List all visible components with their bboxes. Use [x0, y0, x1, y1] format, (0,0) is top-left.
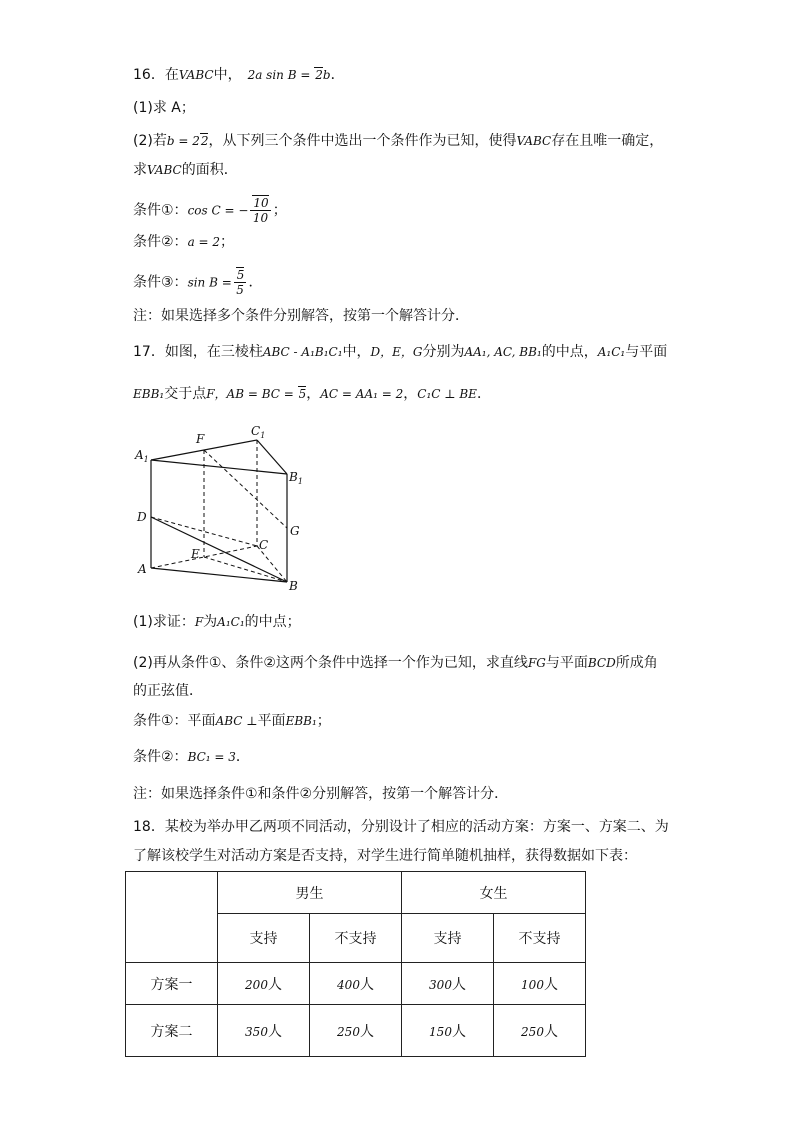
condition-label: 条件②：: [133, 749, 188, 765]
q18-text: 18．某校为举办甲乙两项不同活动，分别设计了相应的活动方案：方案一、方案二、为: [133, 819, 669, 835]
label-f: F: [196, 432, 205, 446]
header-female-support: 支持: [402, 914, 494, 963]
sqrt-5: 5: [298, 387, 307, 401]
q16-part-1: [133, 98, 195, 118]
line-fg: FG: [527, 656, 546, 670]
q16-text: 存在且唯一确定，: [551, 133, 664, 149]
q18-line-1: [133, 817, 669, 837]
table-cell: 200人: [218, 963, 310, 1005]
sqrt-2: 2: [200, 134, 209, 148]
point-f: F: [194, 615, 204, 629]
table-row: [126, 1005, 586, 1057]
q17-text: (1)求证：: [133, 614, 195, 630]
header-male: 男生: [218, 872, 402, 914]
q17-text: 与平面: [545, 655, 588, 671]
q17-text: 交于点: [164, 386, 207, 402]
label-e: E: [191, 547, 200, 561]
condition-label: 条件②：: [133, 234, 188, 250]
q17-text: 的中点；: [244, 614, 301, 630]
q16-text: (2)若: [133, 133, 167, 149]
bc1-value: BC₁ = 3: [187, 750, 236, 764]
q16-text: ．: [330, 67, 345, 83]
table-cell: 100人: [494, 963, 586, 1005]
condition-label: 条件①：: [133, 202, 188, 219]
q16-condition-3: [133, 268, 262, 297]
q17-text: ，: [306, 386, 321, 402]
q17-text: ．: [476, 386, 491, 402]
q17-text: 17．如图，在三棱柱: [133, 344, 263, 360]
segment-a1c1: A₁C₁: [217, 615, 245, 629]
note-text: 注：如果选择多个条件分别解答，按第一个解答计分．: [133, 308, 469, 324]
q18-text: 了解该校学生对活动方案是否支持，对学生进行简单随机抽样，获得数据如下表：: [133, 848, 637, 864]
table-cell: 300人: [402, 963, 494, 1005]
cos-c: cos C = −: [187, 203, 249, 218]
header-female: 女生: [402, 872, 586, 914]
q17-text: 的中点，: [541, 344, 598, 360]
label-c1: $C_1$: [251, 424, 266, 440]
q16-part-1-text: (1)求 A；: [133, 100, 195, 116]
q16-part-2-cont: [133, 160, 238, 180]
q17-part-2: [133, 653, 658, 673]
row-label: 方案二: [126, 1005, 218, 1057]
a-value: a = 2: [187, 235, 221, 249]
q17-text: ．: [235, 749, 250, 765]
q17-condition-1: [133, 711, 331, 731]
q17-text: 为: [203, 614, 218, 630]
row-label: 方案一: [126, 963, 218, 1005]
plane-ebb1: EBB₁: [133, 387, 165, 401]
q16-condition-1: [133, 196, 287, 225]
q16-text: 的面积．: [181, 162, 238, 178]
header-male-not-support: 不支持: [310, 914, 402, 963]
q17-text: 分别为: [422, 344, 465, 360]
sin-b: sin B =: [187, 275, 232, 290]
table-row: [126, 963, 586, 1005]
q16-text: ．: [248, 274, 263, 291]
table-cell: 250人: [494, 1005, 586, 1057]
label-b1: $B_1$: [289, 470, 303, 486]
ab-bc: AB = BC =: [226, 387, 298, 401]
note-text: 注：如果选择条件①和条件②分别解答，按第一个解答计分．: [133, 786, 509, 802]
prism-figure: [133, 422, 313, 597]
header-female-not-support: 不支持: [494, 914, 586, 963]
numerator: 10: [253, 196, 269, 210]
var-b: b: [322, 68, 331, 82]
q17-part-1: [133, 612, 301, 632]
q17-text: ，: [403, 386, 418, 402]
condition-label: 条件③：: [133, 274, 188, 291]
q17-condition-2: [133, 747, 250, 767]
triangle-abc: VABC: [516, 134, 552, 148]
q16-note: [133, 306, 469, 326]
q16-text: 16．在: [133, 67, 179, 83]
table-cell: 400人: [310, 963, 402, 1005]
q17-text: 的正弦值．: [133, 683, 203, 699]
sqrt-2: 2: [315, 68, 323, 82]
survey-table: [125, 871, 586, 1057]
label-a: A: [138, 562, 147, 576]
plane-ebb1: EBB₁: [285, 714, 317, 728]
q17-text: ；: [316, 713, 331, 729]
triangle-abc: VABC: [147, 163, 182, 177]
label-a1: $A_1$: [135, 448, 149, 464]
q16-part-2: [133, 131, 663, 151]
numerator: 5: [236, 268, 245, 282]
points-deg: D，E，G: [370, 345, 423, 359]
plane-bcd: BCD: [587, 656, 616, 670]
fraction: [234, 268, 247, 297]
q17-part-2-cont: [133, 681, 203, 701]
q16-equation: 2a sin B =: [247, 68, 315, 82]
label-b: B: [289, 579, 298, 593]
q16-text: 求: [133, 162, 147, 178]
point-f: F，: [206, 387, 227, 401]
q16-text: ，从下列三个条件中选出一个条件作为已知，使得: [208, 133, 517, 149]
q16-condition-2: [133, 232, 234, 252]
label-g: G: [290, 524, 300, 538]
q17-note: [133, 784, 508, 804]
ac-aa1: AC = AA₁ = 2: [320, 387, 404, 401]
perpendicular-relation: C₁C ⊥ BE: [417, 387, 477, 401]
q17-line-2: [133, 384, 491, 404]
corner-cell: [126, 872, 218, 963]
table-header-row: [126, 872, 586, 914]
header-male-support: 支持: [218, 914, 310, 963]
fraction: [250, 196, 270, 225]
segments: AA₁, AC, BB₁: [464, 345, 542, 359]
plane-abc: ABC ⊥: [215, 714, 258, 728]
q17-text: 平面: [257, 713, 286, 729]
b-value: b = 2: [166, 134, 200, 148]
prism-name: ABC - A₁B₁C₁: [262, 345, 343, 359]
table-cell: 150人: [402, 1005, 494, 1057]
table-cell: 350人: [218, 1005, 310, 1057]
q17-text: 中，: [342, 344, 371, 360]
condition-label: 条件①：平面: [133, 713, 216, 729]
q16-line-1: [133, 65, 345, 85]
q16-text: 中，: [213, 67, 242, 83]
q18-line-2: [133, 846, 637, 866]
q17-line-1: [133, 342, 667, 362]
triangle-abc: VABC: [178, 68, 214, 82]
denominator: 10: [252, 211, 269, 225]
q16-text: ；: [272, 202, 287, 219]
denominator: 5: [236, 283, 244, 297]
table-cell: 250人: [310, 1005, 402, 1057]
q17-text: 与平面: [625, 344, 668, 360]
segment-a1c1: A₁C₁: [597, 345, 626, 359]
label-c: C: [259, 538, 269, 552]
q16-text: ；: [220, 234, 235, 250]
q17-text: 所成角: [615, 655, 658, 671]
label-d: D: [137, 510, 147, 524]
q17-text: (2)再从条件①、条件②这两个条件中选择一个作为已知，求直线: [133, 655, 528, 671]
